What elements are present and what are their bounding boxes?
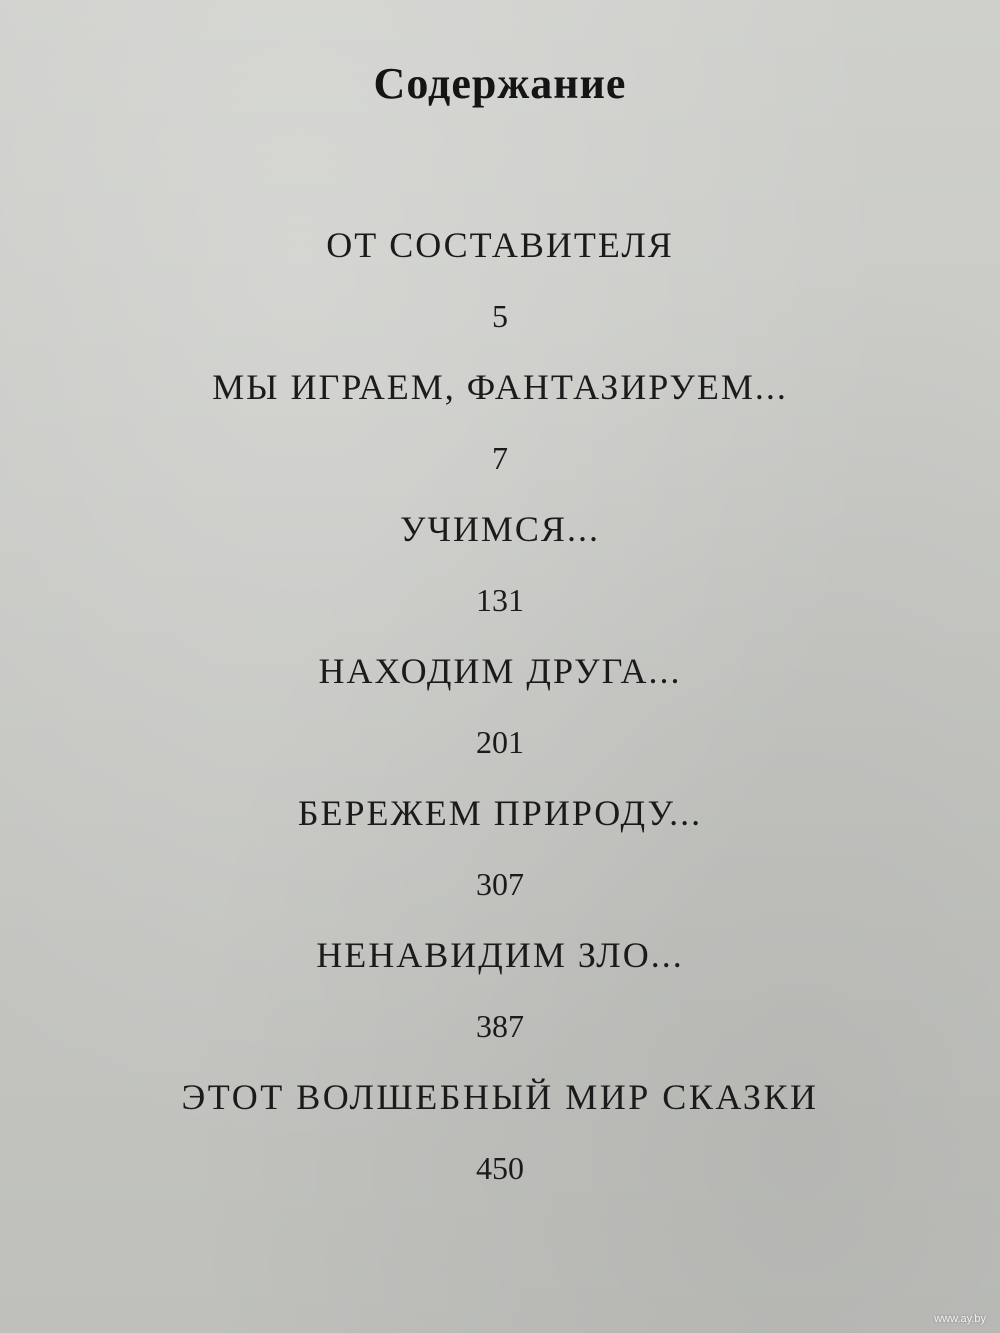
- toc-entry: [0, 212, 1000, 354]
- toc-entry-page-number: 307: [476, 866, 524, 902]
- toc-entry: [0, 1064, 1000, 1206]
- toc-entry: [0, 922, 1000, 1064]
- toc-entry-page-number: 450: [476, 1150, 524, 1186]
- toc-entry-title: ЭТОТ ВОЛШЕБНЫЙ МИР СКАЗКИ: [181, 1077, 819, 1117]
- toc-entry: [0, 780, 1000, 922]
- page-title: Содержание: [373, 59, 627, 108]
- toc-entry: [0, 354, 1000, 496]
- toc-entry-title: УЧИМСЯ...: [400, 509, 600, 549]
- toc-entry: [0, 638, 1000, 780]
- toc-entry-page-number: 131: [476, 582, 524, 618]
- toc-entry-title: НЕНАВИДИМ ЗЛО...: [316, 935, 684, 975]
- toc-entry-page-number: 387: [476, 1008, 524, 1044]
- table-of-contents: [0, 212, 1000, 1206]
- site-watermark: www.ay.by: [934, 1313, 986, 1325]
- toc-entry-title: МЫ ИГРАЕМ, ФАНТАЗИРУЕМ...: [212, 367, 788, 407]
- toc-entry-page-number: 5: [492, 298, 508, 334]
- toc-entry-page-number: 201: [476, 724, 524, 760]
- toc-entry: [0, 496, 1000, 638]
- toc-entry-page-number: 7: [492, 440, 508, 476]
- toc-entry-title: БЕРЕЖЕМ ПРИРОДУ...: [297, 793, 703, 833]
- toc-entry-title: ОТ СОСТАВИТЕЛЯ: [326, 225, 674, 265]
- toc-entry-title: НАХОДИМ ДРУГА...: [318, 651, 682, 691]
